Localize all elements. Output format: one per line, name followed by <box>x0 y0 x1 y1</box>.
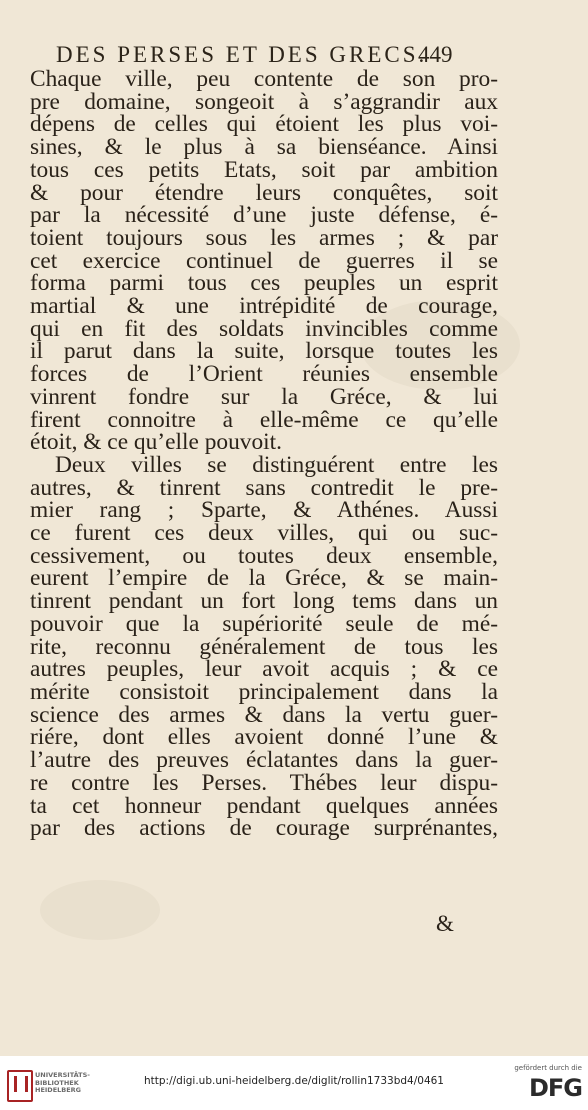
catchword: & <box>436 911 454 936</box>
paper-stain <box>40 880 160 940</box>
running-title: DES PERSES ET DES GRECS. <box>56 42 428 67</box>
text-line: & pour étendre leurs conquêtes, soit <box>30 179 498 206</box>
dfg-logo: DFG <box>528 1074 582 1102</box>
text-line: tous ces petits Etats, soit par ambition <box>30 156 498 183</box>
text-line: qui en fit des soldats invincibles comme <box>30 315 498 342</box>
page-number: 449 <box>418 42 453 67</box>
library-name-line: UNIVERSITÄTS- <box>35 1071 90 1079</box>
text-line: dépens de celles qui étoient les plus voi- <box>30 111 498 138</box>
text-line: pouvoir que la supériorité seule de mé- <box>30 610 498 637</box>
paragraph <box>30 451 498 842</box>
text-line: par des actions de courage surprénantes, <box>30 815 498 842</box>
text-line: forces de l’Orient réunies ensemble <box>30 361 498 388</box>
text-line: toient toujours sous les armes ; & par <box>30 224 498 251</box>
text-line: martial & une intrépidité de courage, <box>30 293 498 320</box>
text-line: mérite consistoit principalement dans la <box>30 678 498 705</box>
body-text <box>30 68 498 840</box>
text-line: par la nécessité d’une juste défense, é- <box>30 202 498 229</box>
library-name-line: BIBLIOTHEK <box>35 1078 79 1087</box>
text-line: il parut dans la suite, lorsque toutes les <box>30 338 498 365</box>
funder-note: gefördert durch die <box>514 1064 582 1072</box>
paragraph <box>30 68 498 454</box>
text-line: mier rang ; Sparte, & Athénes. Aussi <box>30 497 498 524</box>
text-line: firent connoitre à elle-même ce qu’elle <box>30 406 498 433</box>
permalink-url[interactable]: http://digi.ub.uni-heidelberg.de/diglit/rollin1733bd4/0461 <box>144 1075 444 1087</box>
text-line: forma parmi tous ces peuples un esprit <box>30 270 498 297</box>
text-line: rite, reconnu généralement de tous les <box>30 633 498 660</box>
text-line: vinrent fondre sur la Gréce, & lui <box>30 383 498 410</box>
text-line: pre domaine, songeoit à s’aggrandir aux <box>30 88 498 115</box>
text-line: Chaque ville, peu contente de son pro- <box>30 66 498 92</box>
text-line: cet exercice continuel de guerres il se <box>30 247 498 274</box>
text-line: science des armes & dans la vertu guer- <box>30 701 498 728</box>
text-line: étoit, & ce qu’elle pouvoit. <box>30 429 283 456</box>
library-name-line: HEIDELBERG <box>35 1086 82 1094</box>
text-line: tinrent pendant un fort long tems dans un <box>30 588 498 615</box>
text-line: ta cet honneur pendant quelques années <box>30 792 498 819</box>
text-line: re contre les Perses. Thébes leur dispu- <box>30 769 498 796</box>
viewer-footer <box>0 1056 588 1110</box>
text-line: Deux villes se distinguérent entre les <box>55 451 498 478</box>
text-line: ce furent ces deux villes, qui ou suc- <box>30 520 498 547</box>
text-line: l’autre des preuves éclatantes dans la guer- <box>30 747 498 774</box>
text-line: riére, dont elles avoient donné l’une & <box>30 724 498 751</box>
text-line: autres, & tinrent sans contredit le pre- <box>30 474 498 501</box>
text-line: autres peuples, leur avoit acquis ; & ce <box>30 656 498 683</box>
text-line: cessivement, ou toutes deux ensemble, <box>30 542 498 569</box>
text-line: sines, & le plus à sa bienséance. Ainsi <box>30 134 498 161</box>
text-line: eurent l’empire de la Gréce, & se main- <box>30 565 498 592</box>
